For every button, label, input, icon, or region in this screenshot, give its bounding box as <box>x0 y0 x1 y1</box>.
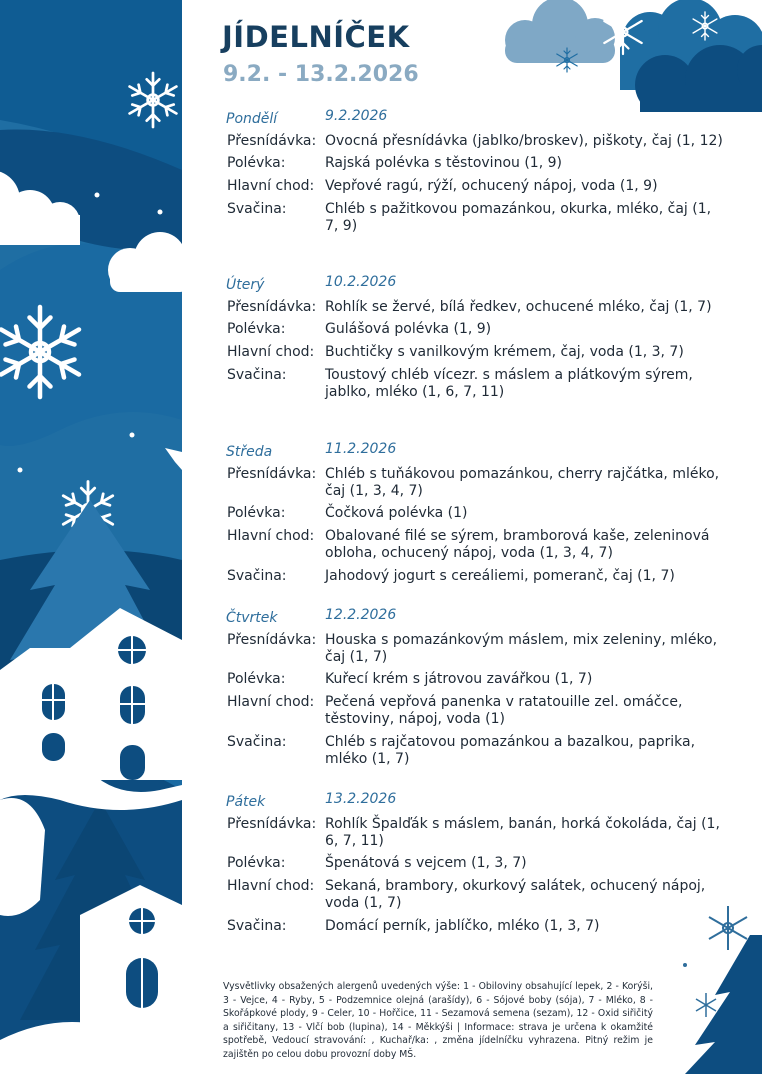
meal-label: Polévka: <box>227 321 286 337</box>
meal-row <box>226 632 726 666</box>
day-monday <box>226 108 726 235</box>
meal-row <box>226 466 726 500</box>
meal-row <box>226 155 726 172</box>
meal-value: Pečená vepřová panenka v ratatouille zel. omáčce, těstoviny, nápoj, voda (1) <box>325 694 683 727</box>
meal-row <box>226 568 726 585</box>
meal-row <box>226 816 726 850</box>
meal-row <box>226 321 726 338</box>
meal-label: Hlavní chod: <box>227 878 315 894</box>
meal-row <box>226 344 726 361</box>
meal-label: Polévka: <box>227 505 286 521</box>
day-date: 13.2.2026 <box>325 791 397 807</box>
meal-value: Rohlík se žervé, bílá ředkev, ochucené mléko, čaj (1, 7) <box>325 299 712 315</box>
day-date: 12.2.2026 <box>325 607 397 623</box>
meal-row <box>226 671 726 688</box>
meal-row <box>226 201 726 235</box>
meal-value: Vepřové ragú, rýží, ochucený nápoj, voda (1, 9) <box>325 178 658 194</box>
meal-row <box>226 855 726 872</box>
day-name: Úterý <box>226 277 265 293</box>
day-name: Středa <box>226 444 273 460</box>
meal-row <box>226 734 726 768</box>
meal-value: Špenátová s vejcem (1, 3, 7) <box>325 855 527 871</box>
meal-value: Domácí perník, jablíčko, mléko (1, 3, 7) <box>325 918 600 934</box>
page-title: JÍDELNÍČEK <box>222 20 410 54</box>
meal-row <box>226 878 726 912</box>
meal-label: Hlavní chod: <box>227 178 315 194</box>
meal-label: Hlavní chod: <box>227 694 315 710</box>
week-date-range: 9.2. - 13.2.2026 <box>223 62 419 87</box>
meal-row <box>226 299 726 316</box>
meal-row <box>226 918 726 935</box>
day-name: Pondělí <box>226 111 278 127</box>
meal-row <box>226 367 726 401</box>
meal-value: Ovocná přesnídávka (jablko/broskev), piškoty, čaj (1, 12) <box>325 133 723 149</box>
meal-label: Přesnídávka: <box>227 299 317 315</box>
meal-row <box>226 505 726 522</box>
meal-value: Chléb s tuňákovou pomazánkou, cherry rajčátka, mléko, čaj (1, 3, 4, 7) <box>325 466 720 499</box>
winter-illustration-top-right <box>490 0 762 112</box>
meal-label: Svačina: <box>227 367 287 383</box>
meal-label: Přesnídávka: <box>227 632 317 648</box>
meal-value: Chléb s pažitkovou pomazánkou, okurka, mléko, čaj (1, 7, 9) <box>325 201 712 234</box>
meal-row <box>226 178 726 195</box>
meal-label: Polévka: <box>227 855 286 871</box>
meal-value: Kuřecí krém s játrovou zavářkou (1, 7) <box>325 671 593 687</box>
meal-label: Hlavní chod: <box>227 344 315 360</box>
day-thursday <box>226 607 726 768</box>
meal-value: Chléb s rajčatovou pomazánkou a bazalkou, paprika, mléko (1, 7) <box>325 734 696 767</box>
day-date: 9.2.2026 <box>325 108 388 124</box>
pine-tree-icon <box>685 935 762 1074</box>
meal-value: Houska s pomazánkovým máslem, mix zeleniny, mléko, čaj (1, 7) <box>325 632 718 665</box>
allergen-legend: Vysvětlivky obsažených alergenů uvedených výše: 1 - Obiloviny obsahující lepek, 2 - Korýši, 3 - Vejce, 4 - Ryby, 5 - Podzemnice olejná (arašídy), 6 - Sójové boby (sója), 7 - Mléko, 8 - Skořápkové plody, 9 - Celer, 10 - Hořčice, 11 - Sezamová semena (sezam), 12 - Oxid siřičitý a siřičitany, 13 - Vlčí bob (lupina), 14 - Měkkýši | Informace: strava je určena k okamžité spotřebě, Vedoucí stravování: , Kuchař/ka: , změna jídelníčku vyhrazena. Pitný režim je zajištěn po celou dobu provozní doby MŠ. <box>223 981 653 1060</box>
meal-value: Gulášová polévka (1, 9) <box>325 321 492 337</box>
meal-label: Svačina: <box>227 918 287 934</box>
winter-illustration-left <box>0 0 182 1074</box>
day-date: 10.2.2026 <box>325 274 397 290</box>
meal-value: Buchtičky s vanilkovým krémem, čaj, voda (1, 3, 7) <box>325 344 684 360</box>
day-name: Pátek <box>226 794 266 810</box>
cloud-icon <box>505 0 615 63</box>
meal-row <box>226 528 726 562</box>
meal-value: Čočková polévka (1) <box>325 505 468 521</box>
meal-row <box>226 133 726 150</box>
meal-value: Rohlík Špalďák s máslem, banán, horká čokoláda, čaj (1, 6, 7, 11) <box>325 816 720 849</box>
day-tuesday <box>226 274 726 401</box>
meal-value: Sekaná, brambory, okurkový salátek, ochucený nápoj, voda (1, 7) <box>325 878 706 911</box>
meal-label: Svačina: <box>227 568 287 584</box>
meal-value: Rajská polévka s těstovinou (1, 9) <box>325 155 562 171</box>
snowflake-icon <box>696 993 716 1017</box>
meal-label: Hlavní chod: <box>227 528 315 544</box>
meal-value: Jahodový jogurt s cereáliemi, pomeranč, čaj (1, 7) <box>325 568 675 584</box>
meal-label: Svačina: <box>227 734 287 750</box>
day-friday <box>226 791 726 935</box>
meal-label: Přesnídávka: <box>227 816 317 832</box>
day-wednesday <box>226 441 726 585</box>
day-name: Čtvrtek <box>226 610 278 626</box>
meal-label: Přesnídávka: <box>227 466 317 482</box>
meal-value: Toustový chléb vícezr. s máslem a plátkovým sýrem, jablko, mléko (1, 6, 7, 11) <box>325 367 693 400</box>
meal-label: Polévka: <box>227 671 286 687</box>
day-date: 11.2.2026 <box>325 441 397 457</box>
meal-value: Obalované filé se sýrem, bramborová kaše, zeleninová obloha, ochucený nápoj, voda (1, 3, 4, 7) <box>325 528 710 561</box>
meal-row <box>226 694 726 728</box>
meal-label: Polévka: <box>227 155 286 171</box>
meal-label: Svačina: <box>227 201 287 217</box>
meal-label: Přesnídávka: <box>227 133 317 149</box>
